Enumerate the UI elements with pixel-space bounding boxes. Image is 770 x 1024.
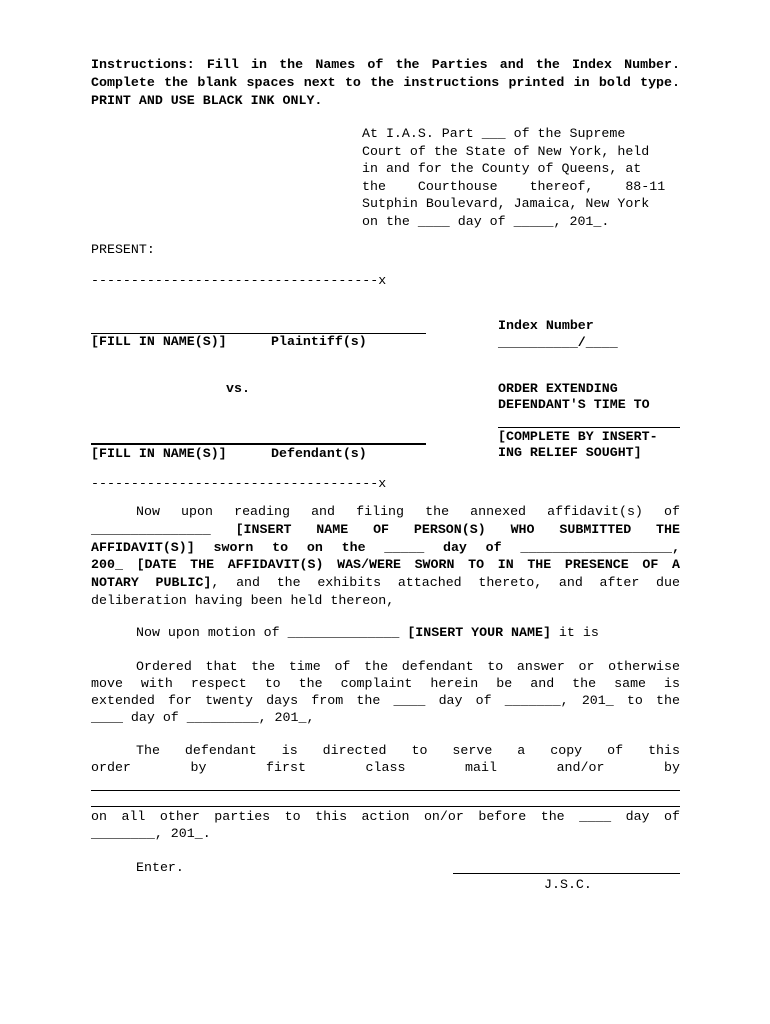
para-line: Now upon reading and filing the annexed affidavit(s) of	[136, 504, 680, 519]
affiant-name-blank[interactable]: _______________	[91, 521, 236, 537]
paragraph-affidavit	[91, 503, 680, 610]
enter-label: Enter.	[136, 860, 184, 875]
jsc-label: J.S.C.	[544, 877, 592, 892]
present-label: PRESENT:	[91, 242, 155, 257]
order-title: ORDER EXTENDING	[498, 381, 618, 396]
para-line: ________, 201_.	[91, 826, 211, 841]
para-line	[91, 574, 680, 592]
court-line: on the ____ day of _____, 201_.	[362, 213, 610, 229]
para-line: deliberation having been held thereon,	[91, 592, 395, 608]
defendant-fill-label: [FILL IN NAME(S)]	[91, 446, 227, 461]
service-blank-line[interactable]	[91, 806, 680, 807]
para-line: 200_ [DATE THE AFFIDAVIT(S) WAS/WERE SWORN TO IN THE PRESENCE OF A	[91, 557, 680, 573]
paragraph-service-tail	[91, 808, 680, 842]
plain-text: it is	[550, 625, 599, 640]
judge-signature-line[interactable]	[453, 873, 680, 874]
para-line	[91, 521, 680, 539]
court-line: Court of the State of New York, held	[362, 143, 650, 159]
paragraph-service	[91, 742, 680, 776]
court-line: At I.A.S. Part ___ of the Supreme	[362, 126, 626, 141]
caption-rule-bottom: ------------------------------------x	[91, 476, 387, 491]
plaintiff-label: Plaintiff(s)	[271, 334, 367, 349]
order-title: DEFENDANT'S TIME TO	[498, 397, 650, 412]
para-line: order by first class mail and/or by	[91, 760, 680, 775]
para-line: extended for twenty days from the ____ day of _______, 201_ to the	[91, 693, 680, 708]
instructions-text: Instructions: Fill in the Names of the Parties and the Index Number. Complete the blank spaces next to the instructions printed in bold type. PRINT AND USE BLACK INK ONLY.	[91, 57, 680, 108]
para-line: The defendant is directed to serve a copy of this	[136, 743, 680, 758]
index-number-label: Index Number	[498, 318, 594, 333]
caption-rule-top: ------------------------------------x	[91, 273, 387, 288]
bold-instruction: [INSERT YOUR NAME]	[407, 625, 551, 640]
service-blank-line[interactable]	[91, 790, 680, 791]
para-line: on all other parties to this action on/or before the ____ day of	[91, 809, 680, 824]
para-line: Ordered that the time of the defendant to answer or otherwise	[136, 659, 680, 674]
court-line: in and for the County of Queens, at	[362, 161, 642, 176]
paragraph-ordered	[91, 658, 680, 726]
para-line: AFFIDAVIT(S)] sworn to on the _____ day of ___________________,	[91, 539, 680, 555]
relief-instruction: [COMPLETE BY INSERT-	[498, 429, 658, 444]
relief-instruction: ING RELIEF SOUGHT]	[498, 445, 642, 460]
bold-instruction: [INSERT NAME OF PERSON(S) WHO SUBMITTED THE	[235, 521, 680, 537]
court-line: the Courthouse thereof, 88-11	[362, 178, 666, 194]
plain-text: Now upon motion of ______________	[136, 625, 408, 640]
plain-text: , and the exhibits attached thereto, and after due	[211, 575, 680, 591]
index-number-field[interactable]: __________/____	[498, 335, 618, 350]
para-line: move with respect to the complaint herein be and the same is	[91, 676, 680, 691]
defendant-label: Defendant(s)	[271, 446, 367, 461]
paragraph-motion	[136, 624, 599, 642]
vs-label: vs.	[226, 381, 250, 396]
court-line: Sutphin Boulevard, Jamaica, New York	[362, 196, 650, 211]
court-heading-block	[362, 125, 680, 230]
para-line: ____ day of _________, 201_,	[91, 710, 315, 725]
bold-instruction: NOTARY PUBLIC]	[91, 575, 212, 591]
plaintiff-fill-label: [FILL IN NAME(S)]	[91, 334, 227, 349]
